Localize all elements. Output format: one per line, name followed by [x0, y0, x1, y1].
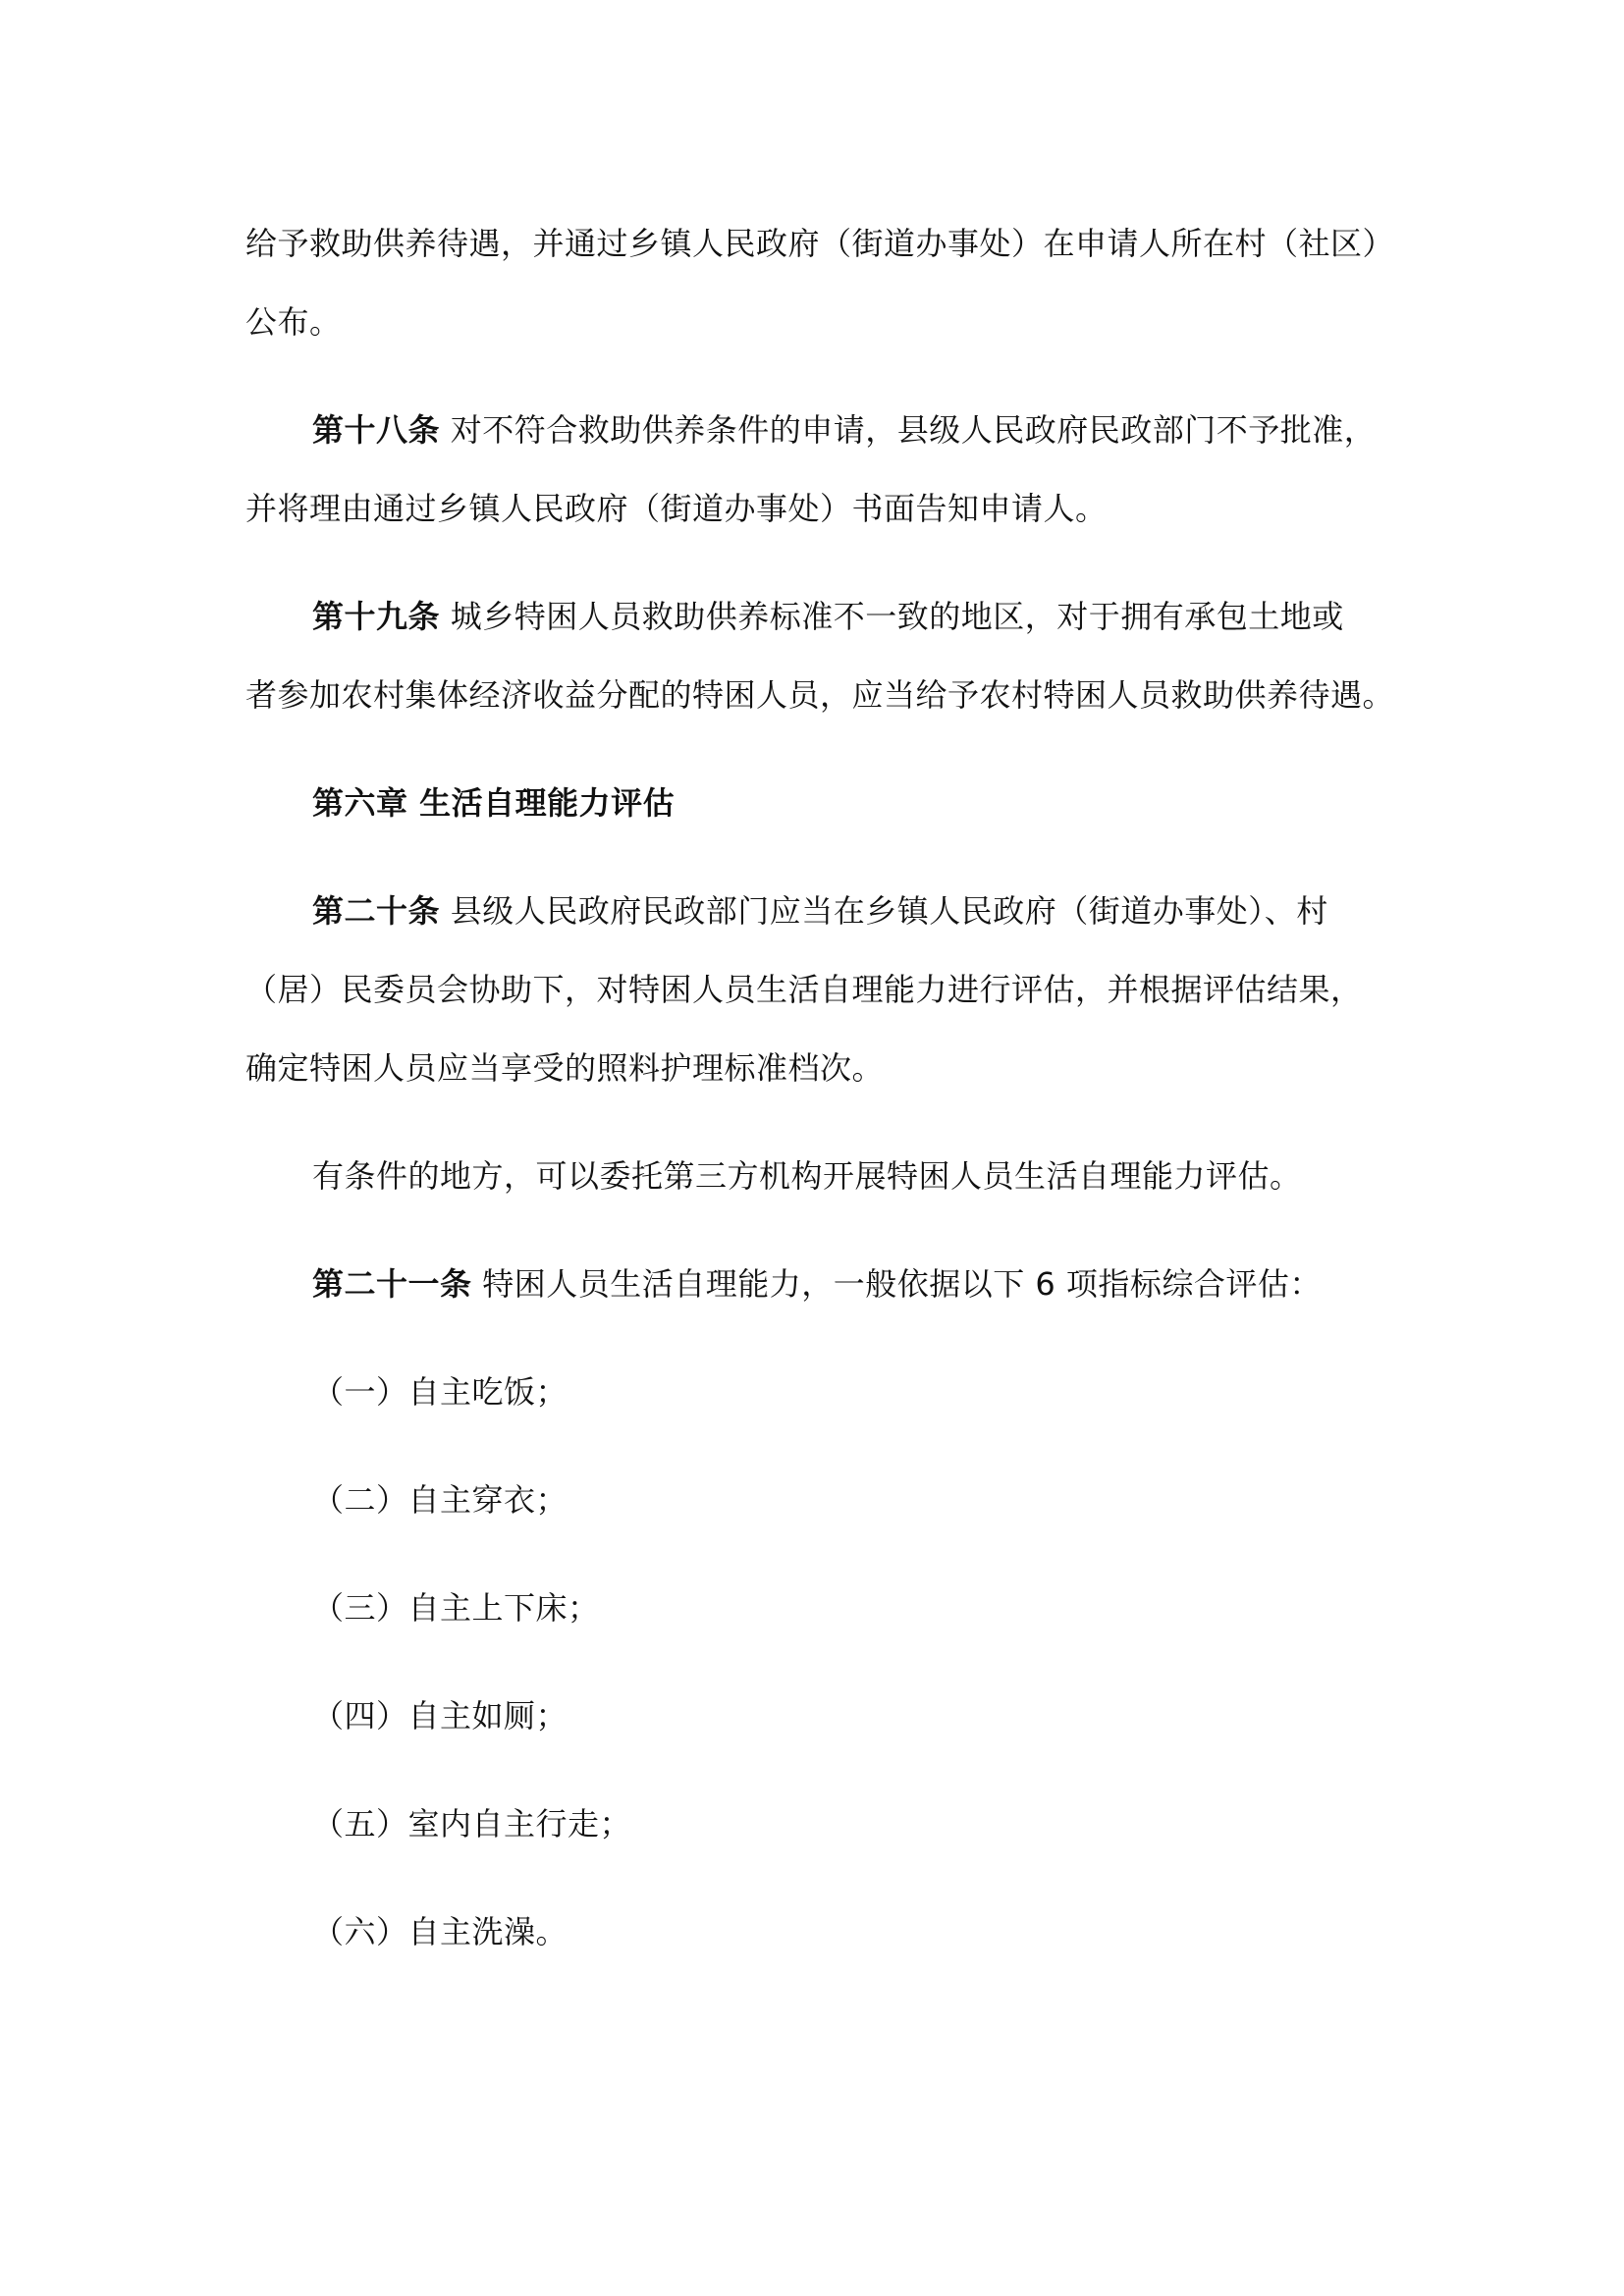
article-20-line-1 [312, 891, 1328, 931]
article-18-line-1 [312, 410, 1376, 450]
article-18-text: 对不符合救助供养条件的申请，县级人民政府民政部门不予批准， [450, 411, 1377, 449]
list-item: （六）自主洗澡。 [312, 1913, 568, 1950]
article-19-line-1 [312, 597, 1344, 636]
article-20-text: 县级人民政府民政部门应当在乡镇人民政府（街道办事处）、村 [450, 892, 1328, 930]
list-item: （一）自主吃饭； [312, 1373, 568, 1411]
article-20-paragraph-2: 有条件的地方，可以委托第三方机构开展特困人员生活自理能力评估。 [312, 1157, 1302, 1195]
list-item: （三）自主上下床； [312, 1589, 600, 1627]
continuation-line-2: 公布。 [245, 303, 342, 341]
article-21-heading: 第二十一条 [312, 1265, 472, 1303]
list-item: （二）自主穿衣； [312, 1481, 568, 1519]
chapter-6-title: 第六章 生活自理能力评估 [312, 784, 676, 822]
article-20-line-2: （居）民委员会协助下，对特困人员生活自理能力进行评估，并根据评估结果， [245, 971, 1363, 1008]
article-21-text: 特困人员生活自理能力，一般依据以下 6 项指标综合评估： [482, 1265, 1322, 1303]
article-21-line-1 [312, 1264, 1322, 1304]
list-item: （五）室内自主行走； [312, 1805, 632, 1842]
article-19-line-2: 者参加农村集体经济收益分配的特困人员，应当给予农村特困人员救助供养待遇。 [245, 676, 1395, 714]
article-19-text: 城乡特困人员救助供养标准不一致的地区，对于拥有承包土地或 [450, 598, 1344, 635]
list-item: （四）自主如厕； [312, 1697, 568, 1735]
article-18-line-2: 并将理由通过乡镇人民政府（街道办事处）书面告知申请人。 [245, 490, 1108, 527]
article-18-heading: 第十八条 [312, 411, 441, 449]
article-20-line-3: 确定特困人员应当享受的照料护理标准档次。 [245, 1049, 885, 1087]
article-19-heading: 第十九条 [312, 598, 441, 635]
continuation-line-1: 给予救助供养待遇，并通过乡镇人民政府（街道办事处）在申请人所在村（社区） [245, 225, 1395, 262]
article-20-heading: 第二十条 [312, 892, 441, 930]
